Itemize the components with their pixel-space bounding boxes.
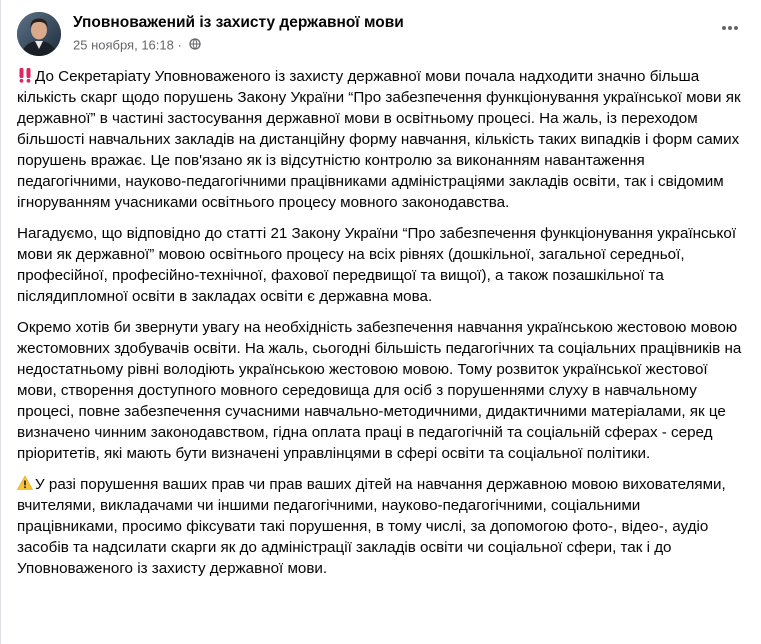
author-block — [73, 13, 404, 54]
post-paragraph-2: Нагадуємо, що відповідно до статті 21 Закону України “Про забезпечення функціонування української мови як державної” мовою освітнього процесу на всіх рівнях (дошкільної, загальної середньої, професійної, професійно-технічної, фахової передвищої та вищої), а також позашкільної та післядипломної освіти в закладах освіти є державна мова. — [17, 225, 737, 305]
author-name-link[interactable]: Уповноважений із захисту державної мови — [73, 14, 404, 31]
more-options-button[interactable] — [715, 18, 745, 42]
post-timestamp-link[interactable]: 25 ноября, 16:18 — [73, 37, 174, 53]
double-exclamation-icon — [17, 67, 33, 83]
post-header — [17, 10, 745, 58]
post-text — [17, 66, 743, 589]
avatar-portrait-icon — [17, 12, 61, 56]
author-avatar[interactable] — [17, 12, 61, 56]
post-paragraph-1: До Секретаріату Уповноваженого із захисту державної мови почала надходити значно більша кількість скарг щодо порушень Закону України “Про забезпечення функціонування української мови як державної” в частині застосування державної мови в освітньому процесі. На жаль, із переходом більшості навчальних закладів на дистанційну форму навчання, кількість таких випадків і форм самих порушень вражає. Це пов'язано як із відсутністю контролю за виконанням навантаження педагогічними, науково-педагогічними працівниками адміністраціями закладів освіти, так і свідомим ігноруванням учасниками освітнього процесу мовного законодавства. — [17, 68, 741, 211]
warning-icon — [17, 475, 33, 491]
post-paragraph-3: Окремо хотів би звернути увагу на необхідність забезпечення навчання українською жестовою мовою жестомовних здобувачів освіти. На жаль, сьогодні більшість педагогічних та соціальних працівників на недостатньому рівні володіють українською жестовою мовою. Тому розвиток української жестової мови, створення доступного мовного середовища для осіб з порушеннями слуху в навчальному процесі, повне забезпечення сучасними навчально-методичними, дидактичними матеріалами, як це визначено чинним законодавством, гідна оплата праці в педагогічній та соціальній сферах - серед пріоритетів, які мають бути визначені управлінцями в сфері освіти та соціальної політики. — [17, 319, 742, 462]
post-paragraph-4: У разі порушення ваших прав чи прав ваших дітей на навчання державною мовою вихователями, вчителями, викладачами чи іншими педагогічними, науково-педагогічними, соціальними працівниками, просимо фіксувати такі порушення, в тому числі, за допомогою фото-, відео-, аудіо засобів та надсилати скарги як до адміністрації закладів освіти чи соціальної сфери, так і до Уповноваженого із захисту державної мови. — [17, 476, 726, 577]
globe-icon[interactable] — [189, 38, 201, 54]
more-dots-icon — [720, 18, 740, 38]
post-meta: 25 ноября, 16:18 · — [73, 37, 404, 54]
